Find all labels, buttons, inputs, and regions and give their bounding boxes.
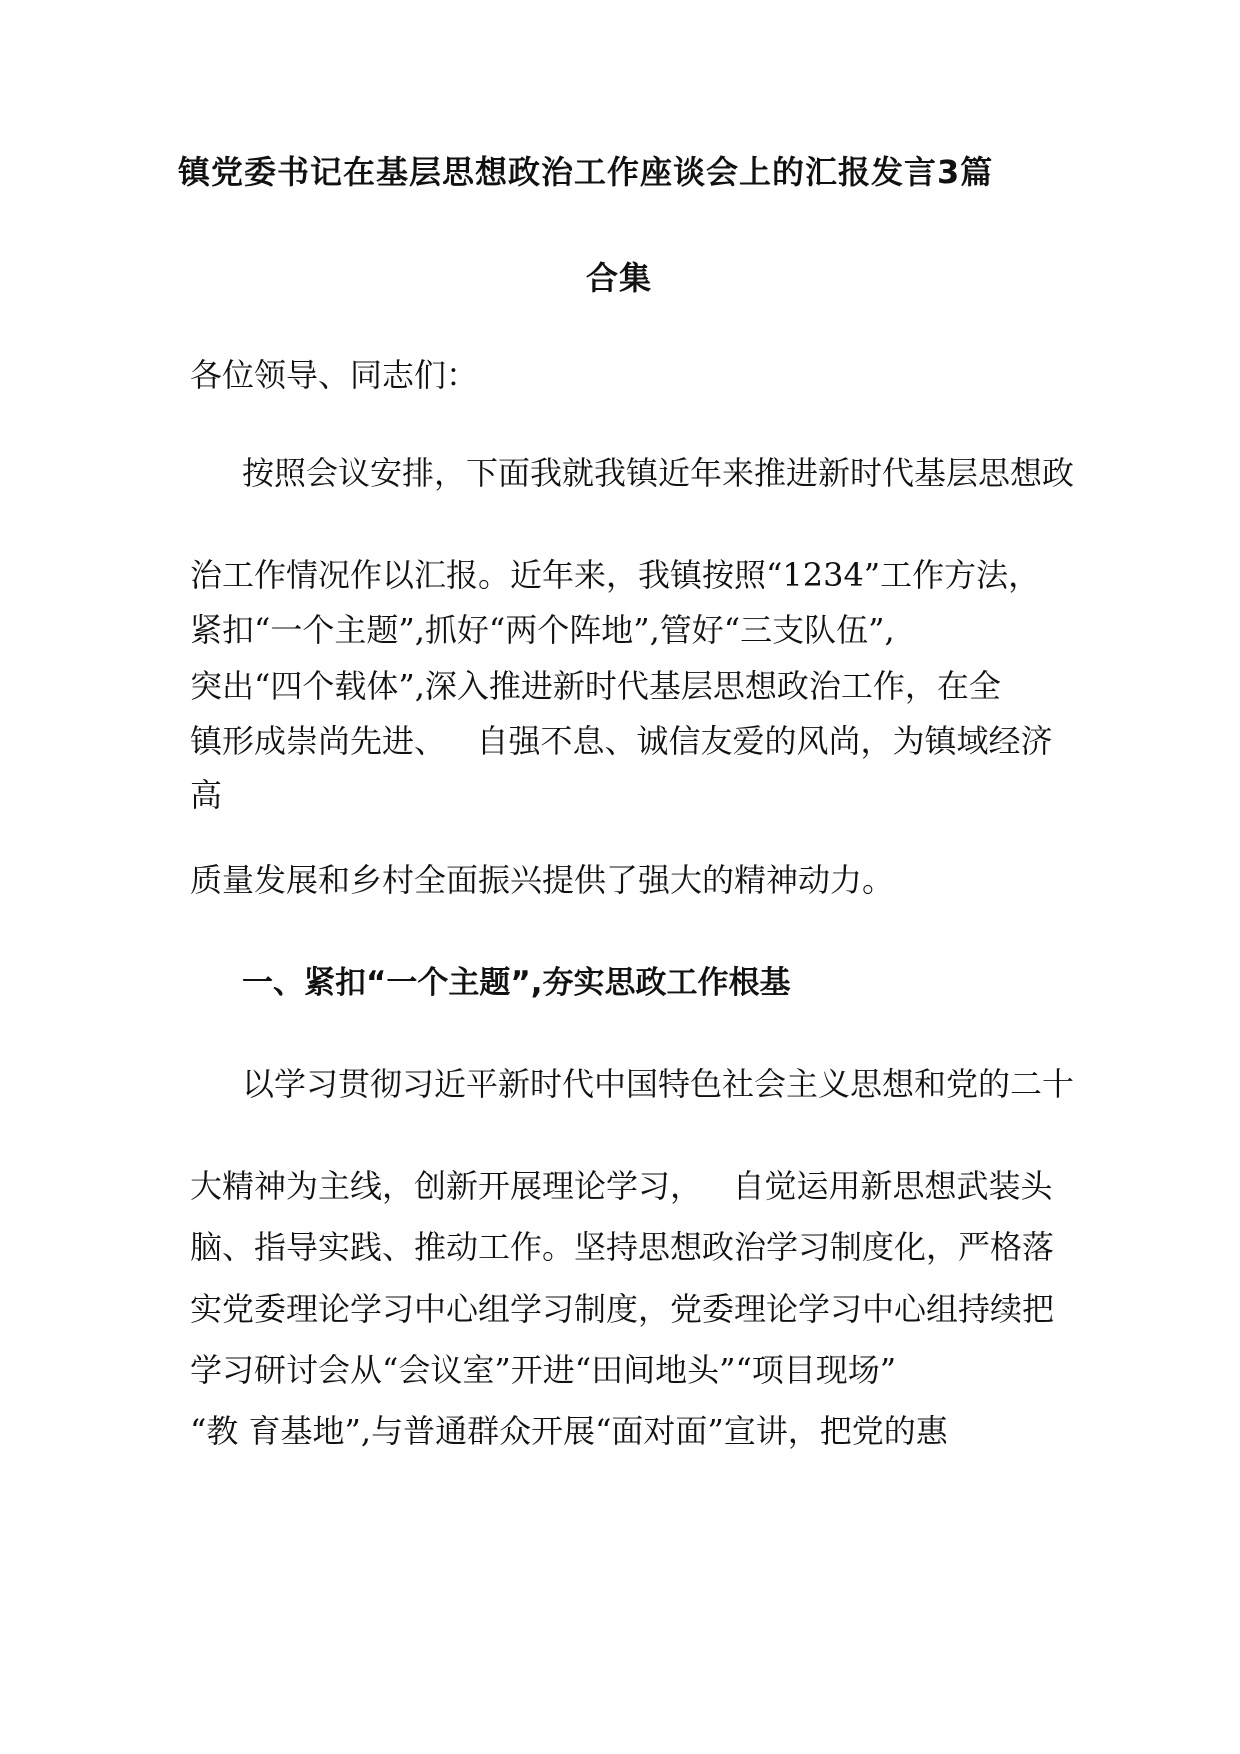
intro-paragraph-line-6: 高 <box>190 776 223 814</box>
intro-paragraph-line-2: 治工作情况作以汇报。近年来，我镇按照“1234”工作方法， <box>190 556 1041 594</box>
section-1-paragraph-line-3: 脑、指导实践、推动工作。坚持思想政治学习制度化，严格落 <box>190 1228 1055 1266</box>
section-1-paragraph-line-2: 大精神为主线，创新开展理论学习， 自觉运用新思想武装头 <box>190 1167 1053 1205</box>
document-title-line-2: 合集 <box>586 259 653 297</box>
salutation: 各位领导、同志们： <box>190 356 479 394</box>
intro-paragraph-line-1: 按照会议安排，下面我就我镇近年来推进新时代基层思想政 <box>242 454 1075 492</box>
section-1-paragraph-line-1: 以学习贯彻习近平新时代中国特色社会主义思想和党的二十 <box>242 1065 1075 1103</box>
section-heading-1: 一、紧扣“一个主题”,夯实思政工作根基 <box>242 965 791 1001</box>
intro-paragraph-line-4: 突出“四个载体”,深入推进新时代基层思想政治工作，在全 <box>190 667 1001 705</box>
intro-paragraph-line-7: 质量发展和乡村全面振兴提供了强大的精神动力。 <box>190 861 895 899</box>
section-1-paragraph-line-4: 实党委理论学习中心组学习制度，党委理论学习中心组持续把 <box>190 1290 1055 1328</box>
section-1-paragraph-line-6: “教 育基地”,与普通群众开展“面对面”宣讲，把党的惠 <box>190 1412 948 1450</box>
intro-paragraph-line-5: 镇形成崇尚先进、 自强不息、诚信友爱的风尚，为镇域经济 <box>190 722 1053 760</box>
document-title-line-1: 镇党委书记在基层思想政治工作座谈会上的汇报发言3篇 <box>178 153 994 191</box>
section-1-paragraph-line-5: 学习研讨会从“会议室”开进“田间地头”“项目现场” <box>190 1351 897 1389</box>
intro-paragraph-line-3: 紧扣“一个主题”,抓好“两个阵地”,管好“三支队伍”, <box>190 611 895 649</box>
